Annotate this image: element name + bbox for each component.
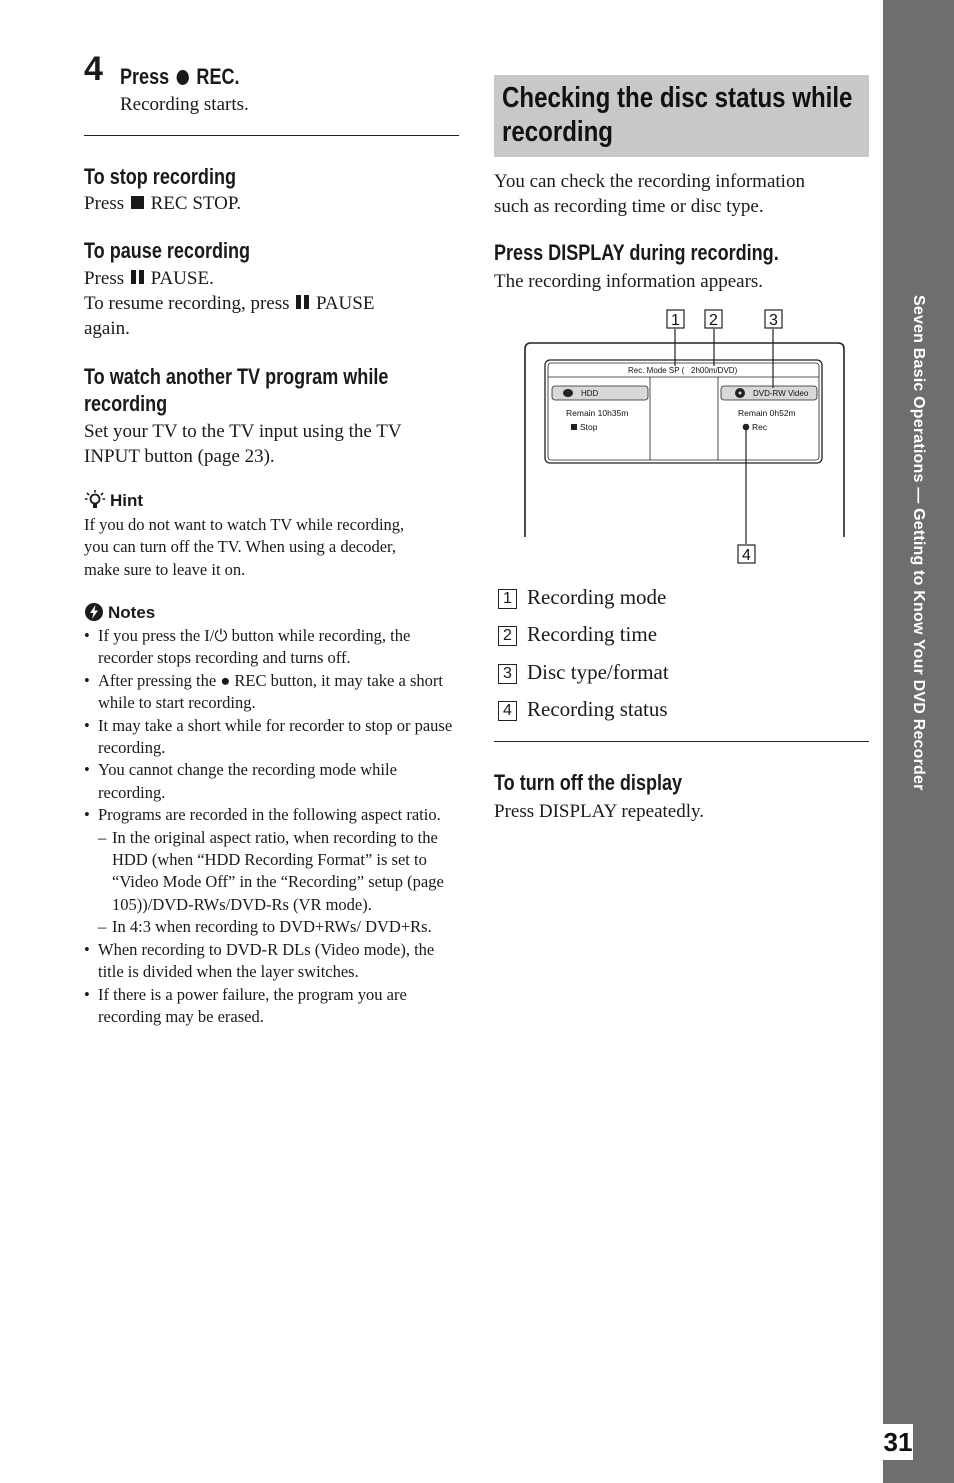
section-title: Checking the disc status while recording [502,82,853,148]
legend-item [498,659,669,685]
pause-icon [296,295,309,309]
stop-icon [571,424,577,430]
watch-text-line-1: Set your TV to the TV input using the TV [84,421,402,442]
legend-label: Recording status [527,697,668,721]
callout-label: 2 [709,312,718,329]
turn-off-heading: To turn off the display [494,770,683,795]
pause-heading: To pause recording [84,238,251,263]
dash: – [98,917,107,937]
disc-remain: Remain 0h52m [738,408,796,418]
divider [494,741,869,742]
chapter-label: Seven Basic Operations — Getting to Know Your DVD Recorder [909,295,927,791]
hint-line: make sure to leave it on. [84,559,246,579]
notes-item-text: Programs are recorded in the following aspect ratio. [98,805,441,825]
watch-text-line-2: INPUT button (page 23). [84,446,275,467]
bullet: • [84,626,90,645]
notes-list [84,625,456,1028]
hdd-remain: Remain 10h35m [566,408,629,418]
legend-label: Recording mode [527,585,667,609]
pause-icon [131,270,144,284]
callout-label: 3 [769,312,778,329]
pause-line-1-button: PAUSE. [150,268,214,289]
callout-label: 1 [671,312,680,329]
bullet: • [84,984,90,1004]
record-icon [177,70,189,85]
rec-time-label: 2h00m/DVD) [691,366,738,375]
stop-icon [131,196,144,209]
notes-item-text: In the original aspect ratio, when recording to the HDD (when “HDD Recording Format” is set to “Video Mode Off” in the “Recording” setup (page 105))/DVD-RWs/DVD-Rs (VR mode). [112,827,444,914]
legend-number: 2 [498,626,517,646]
notes-item-text: When recording to DVD-R DLs (Video mode), the title is divided when the layer switches. [98,939,435,982]
bullet: • [84,760,90,780]
step-number: 4 [84,50,103,88]
callout-label: 4 [742,547,751,564]
section-banner [494,75,869,157]
notes-item [84,984,456,1029]
legend-item [498,621,657,647]
hdd-status: Stop [580,422,598,432]
lightbulb-icon [84,489,106,511]
legend-label: Recording time [527,622,658,646]
notes-item [84,804,456,826]
notes-item [84,625,456,670]
step-heading-prefix: Press [120,64,170,89]
pause-line-2 [84,291,374,316]
notes-header [84,602,155,626]
notes-heading: Notes [108,603,156,622]
step-heading [120,64,266,90]
notes-item-text: After pressing the ● REC button, it may take a short while to start recording. [98,670,443,713]
stop-heading: To stop recording [84,164,237,189]
hint-header [84,489,143,513]
watch-heading-line-2: recording [84,391,168,416]
notes-item [84,759,456,804]
disc-label: DVD-RW Video [753,389,809,398]
stop-text [84,191,241,216]
legend-number: 4 [498,701,517,721]
pause-line-1 [84,266,214,291]
chapter-sidebar [883,0,954,1483]
hint-heading: Hint [110,491,144,510]
notes-subitem [84,827,456,917]
legend-item [498,584,666,610]
notes-item-text: If you press the I/⏻ button while recording, the recorder stops recording and turns off. [98,626,411,668]
legend-number: 1 [498,589,517,609]
legend-number: 3 [498,664,517,684]
hdd-icon [563,389,573,397]
pause-line-2-prefix: To resume recording, press [84,293,290,314]
stop-text-button: REC STOP. [150,193,242,214]
notes-item-text: It may take a short while for recorder to stop or pause recording. [98,715,453,758]
tv-screen-outline [525,343,844,537]
notes-item-text: In 4:3 when recording to DVD+RWs/ DVD+Rs. [112,917,432,937]
recording-info-diagram [494,300,869,575]
legend-item [498,696,668,722]
bullet: • [84,939,90,959]
rec-dot-icon [743,424,750,431]
divider [84,135,459,136]
notes-item [84,715,456,760]
notes-item-text: You cannot change the recording mode while recording. [98,760,397,802]
dash: – [98,827,107,847]
step-heading-button: REC. [196,64,240,89]
intro-line-2: such as recording time or disc type. [494,196,764,217]
notes-item [84,939,456,984]
pause-line-2-button: PAUSE [316,293,375,314]
page-number: 31 [883,1424,913,1460]
pause-line-3: again. [84,318,130,339]
turn-off-text: Press DISPLAY repeatedly. [494,801,705,822]
hdd-label: HDD [581,389,599,398]
hint-line: you can turn off the TV. When using a decoder, [84,537,397,557]
intro-line-1: You can check the recording information [494,171,805,192]
step-result: Recording starts. [120,94,249,115]
hint-text [84,514,464,581]
bullet: • [84,805,90,825]
bullet: • [84,715,90,735]
legend-label: Disc type/format [527,660,669,684]
hint-line: If you do not want to watch TV while recording, [84,515,405,534]
caution-icon [84,602,104,622]
notes-item [84,670,456,715]
rec-mode-label: Rec. Mode SP ( [628,366,685,375]
disc-status: Rec [752,422,768,432]
notes-item-text: If there is a power failure, the program you are recording may be erased. [98,984,407,1026]
display-text: The recording information appears. [494,271,764,292]
watch-heading-line-1: To watch another TV program while [84,364,389,389]
display-heading: Press DISPLAY during recording. [494,240,779,265]
notes-subitem [84,916,456,938]
pause-line-1-prefix: Press [84,268,125,289]
bullet: • [84,670,90,690]
stop-text-prefix: Press [84,193,125,214]
